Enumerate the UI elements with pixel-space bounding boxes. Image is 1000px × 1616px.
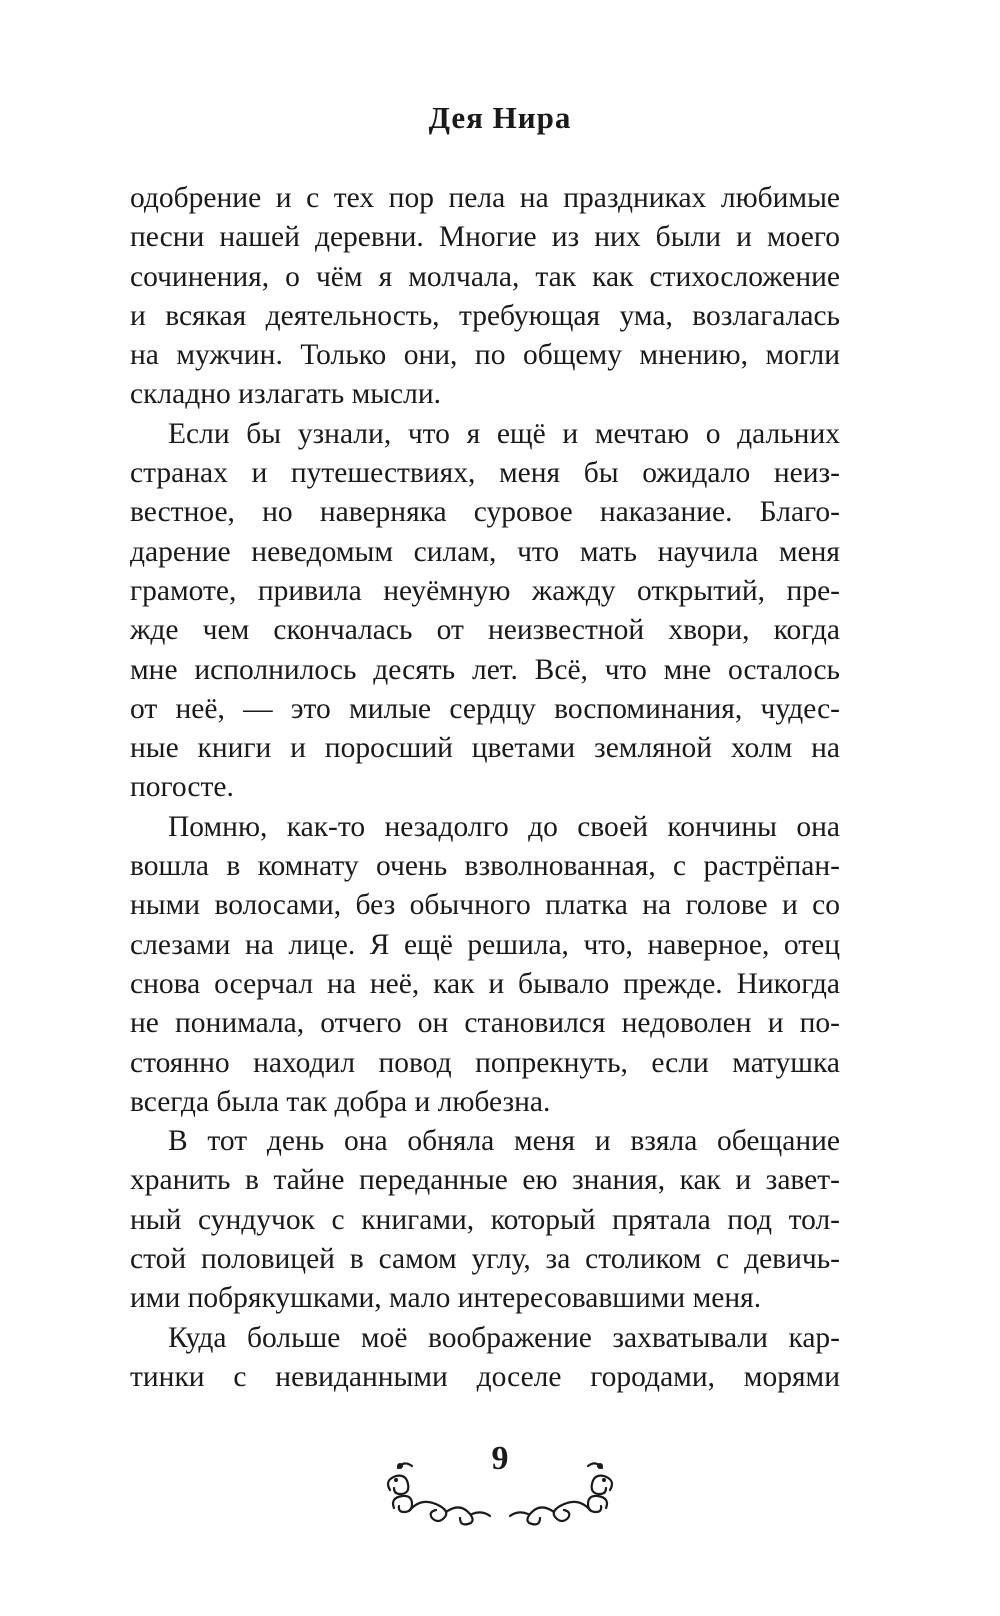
text-line: слезами на лице. Я ещё решила, что, наверное, отец — [130, 928, 840, 961]
text-line: ный сундучок с книгами, который прятала под тол- — [130, 1203, 840, 1236]
text-line: вошла в комнату очень взволнованная, с растрёпан- — [130, 850, 840, 883]
text-line: сочинения, о чём я молчала, так как стихосложение — [130, 260, 840, 293]
body-text — [130, 179, 840, 1397]
page-footer — [0, 1440, 1000, 1550]
page-number: 9 — [491, 1440, 509, 1477]
text-line: ными волосами, без обычного платка на голове и со — [130, 889, 840, 922]
paragraph-2 — [130, 415, 840, 808]
text-line: Если бы узнали, что я ещё и мечтаю о дальних — [168, 417, 840, 450]
text-line: всегда была так добра и любезна. — [130, 1085, 551, 1118]
text-line: одобрение и с тех пор пела на праздниках любимые — [130, 182, 840, 214]
paragraph-1 — [130, 179, 840, 415]
text-line: ные книги и поросший цветами земляной холм на — [130, 732, 840, 765]
text-line: тинки с невиданными доселе городами, морями — [130, 1360, 840, 1393]
text-line: странах и путешествиях, меня бы ожидало неиз- — [130, 457, 840, 490]
paragraph-4 — [130, 1122, 840, 1318]
text-line: грамоте, привила неуёмную жажду открытий, пре- — [130, 574, 840, 607]
text-line: ими побрякушками, мало интересовавшими меня. — [130, 1282, 762, 1315]
text-line: снова осерчал на неё, как и бывало прежде. Никогда — [130, 967, 840, 1000]
text-line: песни нашей деревни. Многие из них были и моего — [130, 221, 840, 254]
text-line: стой половицей в самом углу, за столиком с девичь- — [130, 1243, 840, 1276]
text-line: вестное, но наверняка суровое наказание. Благо- — [130, 496, 840, 529]
paragraph-3 — [130, 808, 840, 1122]
text-line: на мужчин. Только они, по общему мнению, могли — [130, 339, 840, 372]
text-line: мне исполнилось десять лет. Всё, что мне осталось — [130, 653, 840, 686]
text-line: и всякая деятельность, требующая ума, возлагалась — [130, 299, 840, 332]
paragraph-5 — [130, 1319, 840, 1398]
text-line: погосте. — [130, 771, 234, 804]
text-line: В тот день она обняла меня и взяла обещание — [168, 1125, 840, 1158]
text-line: Помню, как-то незадолго до своей кончины она — [168, 810, 840, 843]
text-line: дарение неведомым силам, что мать научила меня — [130, 535, 840, 568]
running-header-author: Дея Нира — [428, 100, 572, 135]
text-line: стоянно находил повод попрекнуть, если матушка — [130, 1046, 840, 1079]
text-line: Куда больше моё воображение захватывали кар- — [168, 1321, 840, 1354]
text-line: жде чем скончалась от неизвестной хвори, когда — [130, 614, 840, 647]
text-line: складно излагать мысли. — [130, 378, 442, 411]
text-line: от неё, — это милые сердцу воспоминания, чудес- — [130, 692, 840, 725]
text-line: хранить в тайне переданные ею знания, как и завет- — [130, 1164, 840, 1197]
text-line: не понимала, отчего он становился недоволен и по- — [130, 1007, 840, 1040]
